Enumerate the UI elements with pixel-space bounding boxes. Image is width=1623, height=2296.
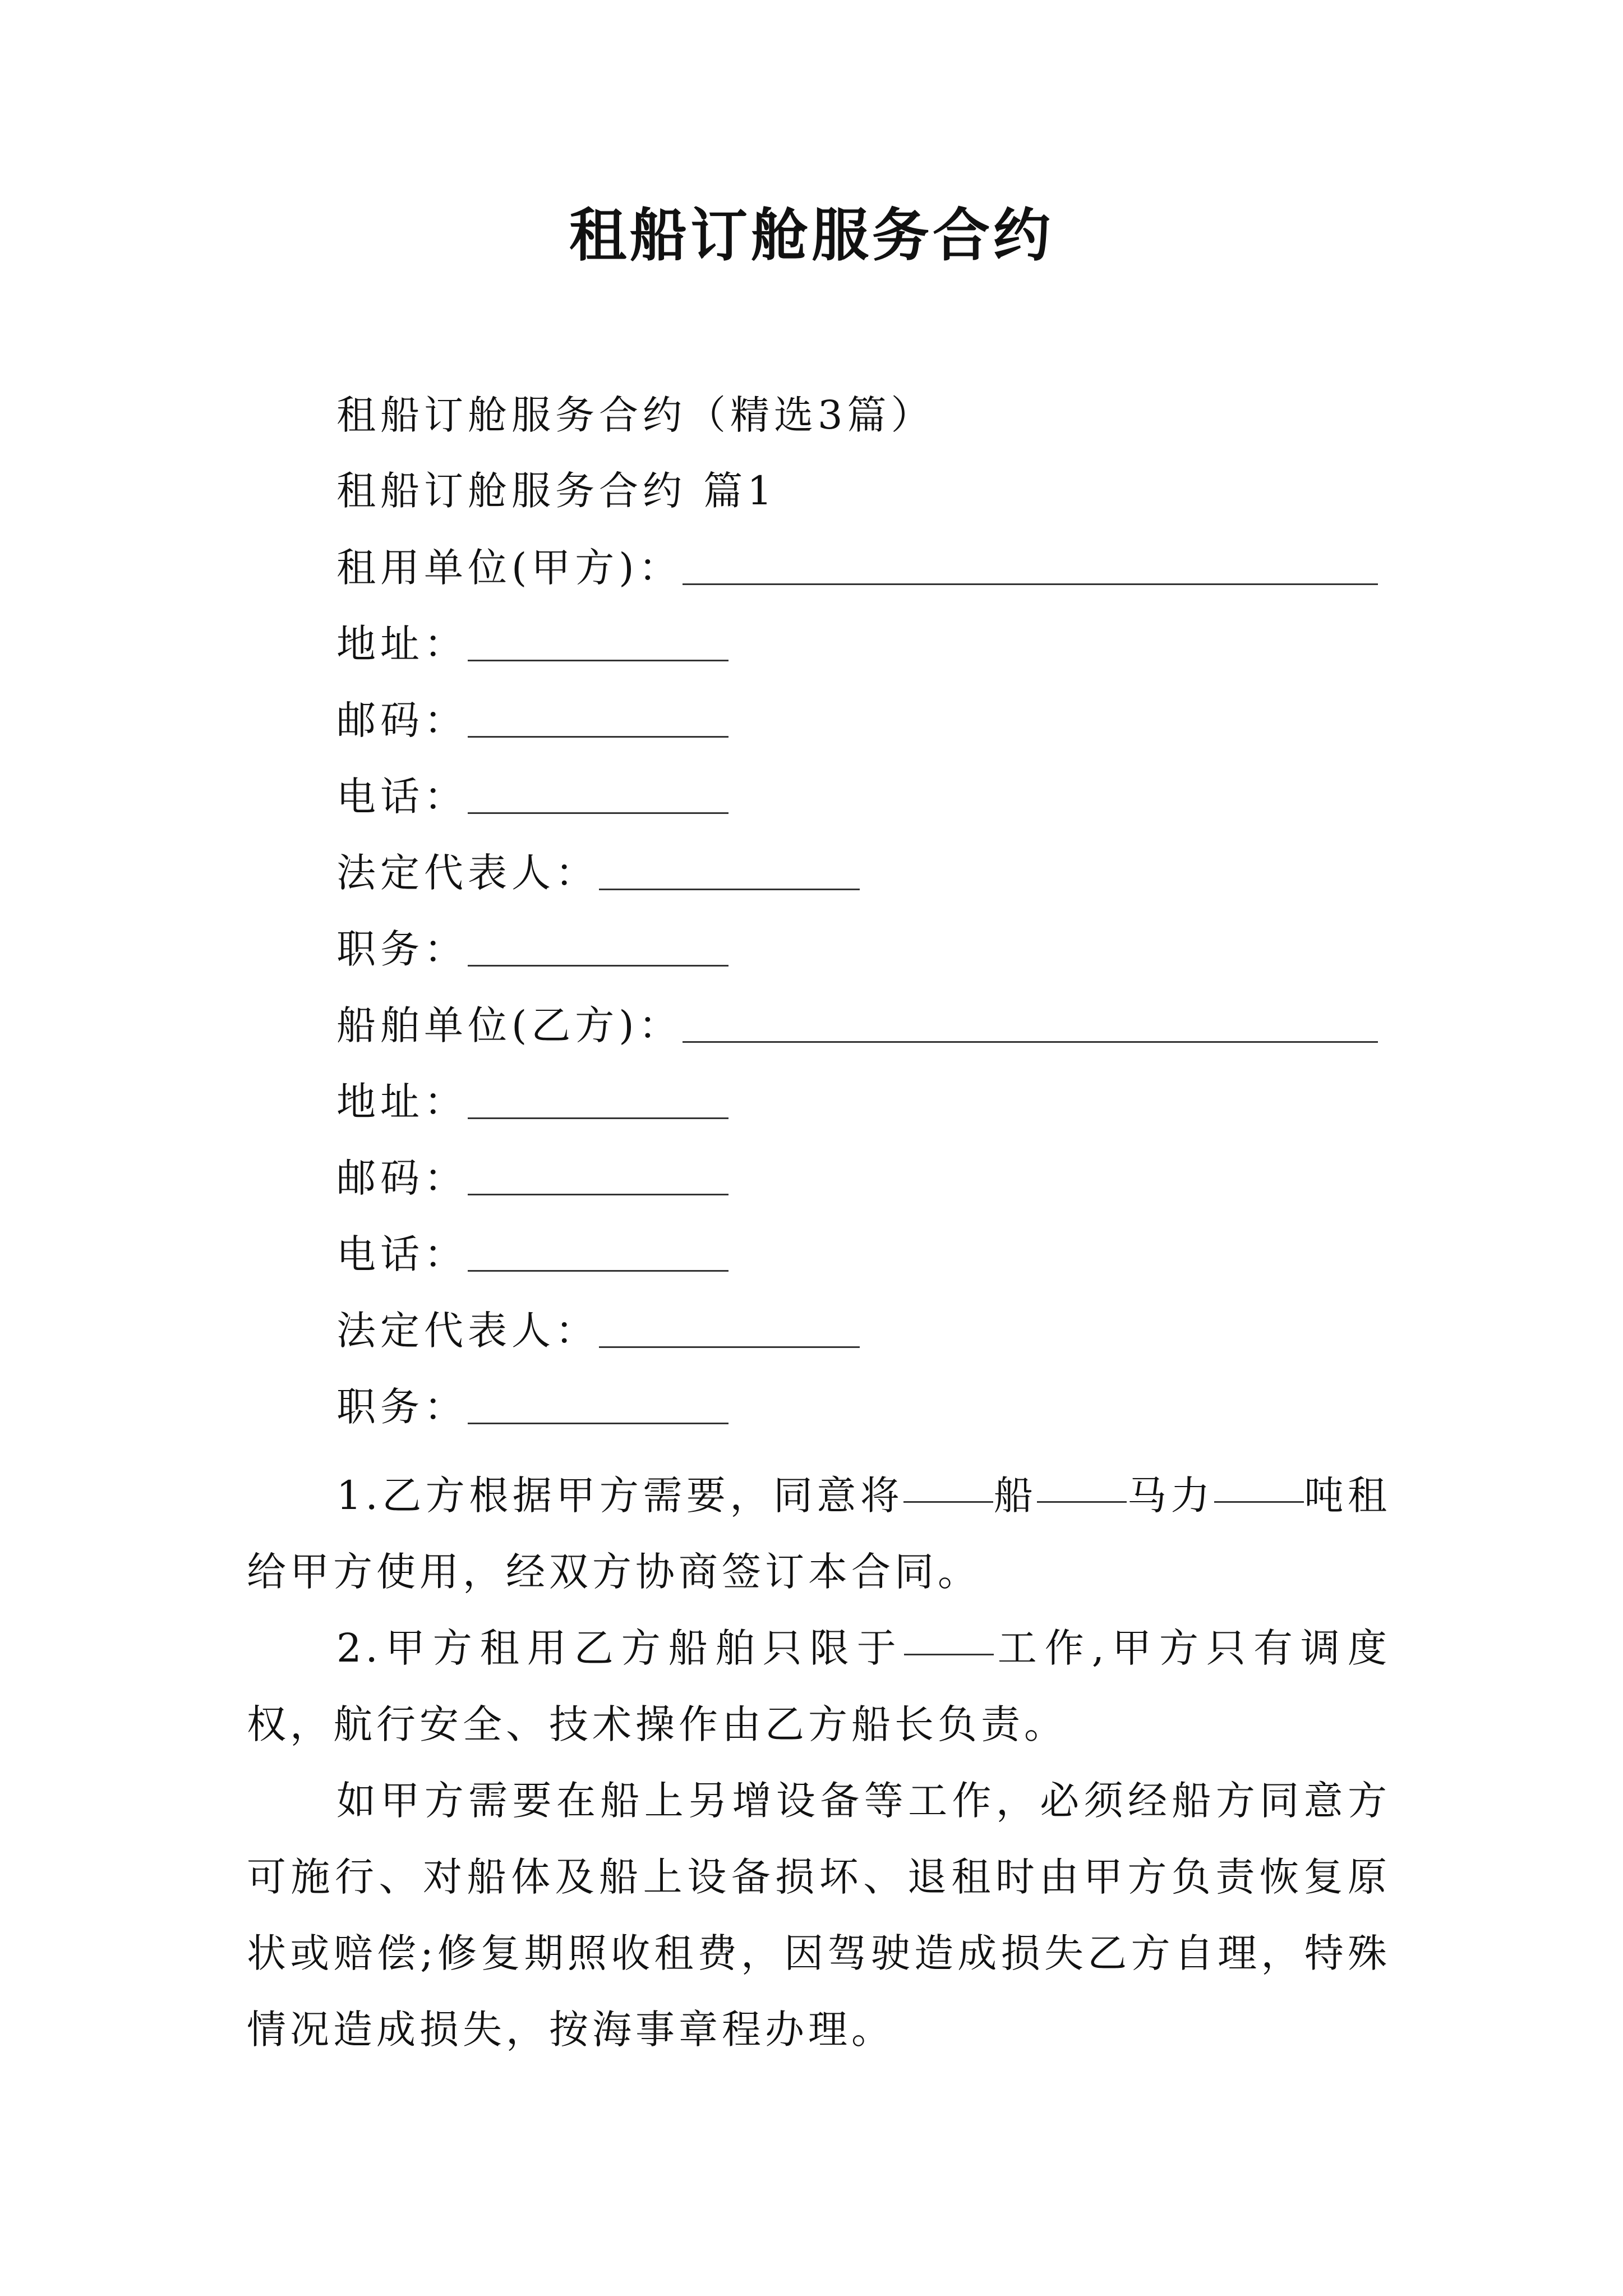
clause-1-text-3: 马力: [1127, 1473, 1214, 1519]
party-b-postcode-blank[interactable]: [468, 1150, 728, 1195]
party-a-position-label: 职务：: [336, 926, 468, 972]
party-a-legal-rep-row: [336, 845, 860, 901]
clause-3: 如甲方需要在船上另增设备等工作，必须经船方同意方可施行、对船体及船上设备损坏、退租时由甲方负责恢复原状或赔偿;修复期照收租费，因驾驶造成损失乙方自理，特殊情况造成损失，按海事章程办理。: [247, 1778, 1391, 2053]
clause-2: [247, 1610, 1391, 1763]
party-b-legal-rep-row: [336, 1303, 860, 1359]
clause-2-work-blank[interactable]: [904, 1610, 994, 1655]
clause-1-text-2: 船: [993, 1473, 1038, 1519]
party-a-phone-row: [336, 769, 728, 825]
party-b-position-label: 职务：: [336, 1384, 468, 1430]
party-b-legal-rep-label: 法定代表人：: [336, 1308, 599, 1354]
party-b-unit-label: 船舶单位(乙方)：: [336, 1002, 683, 1048]
party-b-postcode-row: [336, 1150, 728, 1206]
party-a-legal-rep-blank[interactable]: [599, 845, 860, 890]
party-b-phone-label: 电话：: [336, 1231, 468, 1277]
party-b-unit-row: [336, 997, 1378, 1053]
party-b-postcode-label: 邮码：: [336, 1155, 468, 1201]
party-a-legal-rep-label: 法定代表人：: [336, 850, 599, 896]
clause-1-text-4: 吨租给甲方使用，经双方协商签订本合同。: [247, 1473, 1391, 1595]
party-b-position-row: [336, 1379, 728, 1435]
document-subtitle: 租船订舱服务合约（精选3篇）: [336, 392, 935, 438]
section-heading: 租船订舱服务合约 篇1: [336, 468, 777, 514]
party-a-address-label: 地址：: [336, 621, 468, 667]
party-a-postcode-row: [336, 692, 728, 748]
clause-1-text-1: 1.乙方根据甲方需要，同意将: [336, 1473, 904, 1519]
party-a-unit-label: 租用单位(甲方)：: [336, 545, 683, 591]
party-a-phone-blank[interactable]: [468, 769, 728, 814]
party-b-address-blank[interactable]: [468, 1074, 728, 1119]
party-a-address-blank[interactable]: [468, 616, 728, 661]
party-b-phone-blank[interactable]: [468, 1226, 728, 1272]
clause-1-horsepower-blank[interactable]: [1037, 1457, 1127, 1503]
party-b-position-blank[interactable]: [468, 1379, 728, 1424]
party-b-unit-blank[interactable]: [683, 997, 1378, 1043]
party-b-legal-rep-blank[interactable]: [599, 1303, 860, 1348]
party-a-address-row: [336, 616, 728, 672]
clause-1-tonnage-blank[interactable]: [1214, 1457, 1304, 1503]
clause-1-ship-blank[interactable]: [903, 1457, 993, 1503]
clause-1: [247, 1457, 1391, 1610]
party-a-phone-label: 电话：: [336, 774, 468, 820]
clause-2-text-1: 2.甲方租用乙方船舶只限于: [336, 1625, 904, 1671]
party-a-unit-blank[interactable]: [683, 540, 1378, 585]
party-a-postcode-blank[interactable]: [468, 692, 728, 738]
party-a-position-row: [336, 921, 728, 977]
party-b-phone-row: [336, 1226, 728, 1282]
party-b-address-row: [336, 1074, 728, 1130]
document-title: 租船订舱服务合约: [569, 202, 1054, 269]
party-b-address-label: 地址：: [336, 1079, 468, 1125]
party-a-position-blank[interactable]: [468, 921, 728, 967]
party-a-postcode-label: 邮码：: [336, 697, 468, 743]
party-a-unit-row: [336, 540, 1378, 596]
clause-2-text-2: 工作,甲方只有调度权，航行安全、技术操作由乙方船长负责。: [247, 1625, 1391, 1747]
